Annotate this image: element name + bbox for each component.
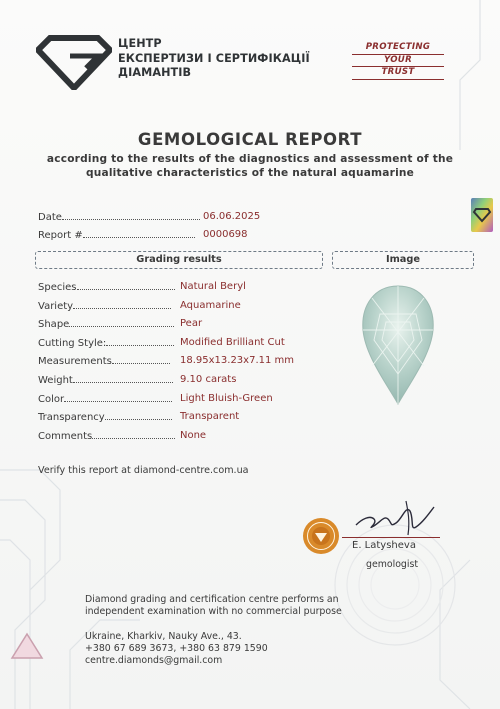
grading-row xyxy=(38,411,338,423)
shape-value: Pear xyxy=(180,318,203,329)
grading-results-header: Grading results xyxy=(35,251,323,269)
footer-address: Ukraine, Kharkiv, Nauky Ave., 43. xyxy=(85,630,242,642)
leader-dots xyxy=(73,374,173,383)
spacer xyxy=(85,619,342,631)
color-label: Color xyxy=(38,394,65,405)
leader-dots xyxy=(106,337,174,346)
footer-line-2: independent examination with no commercial purpose xyxy=(85,606,342,618)
grading-row xyxy=(38,281,338,293)
species-value: Natural Beryl xyxy=(180,281,246,292)
organization-name xyxy=(118,37,310,81)
org-line-1: ЦЕНТР xyxy=(118,37,162,50)
logo-diamond-icon xyxy=(36,34,112,90)
transparency-value: Transparent xyxy=(180,411,240,422)
stamp-seal-icon xyxy=(302,517,340,555)
date-value: 06.06.2025 xyxy=(203,211,261,222)
shape-label: Shape xyxy=(38,319,70,330)
report-number-value: 0000698 xyxy=(203,229,248,240)
transparency-label: Transparency xyxy=(38,412,105,423)
report-number-label: Report # xyxy=(38,230,83,241)
subtitle-line-2: qualitative characteristics of the natural aquamarine xyxy=(85,167,415,179)
date-label: Date xyxy=(38,212,62,223)
measurements-value: 18.95x13.23x7.11 mm xyxy=(180,355,295,366)
leader-dots xyxy=(64,393,172,402)
leader-dots xyxy=(83,229,195,238)
leader-dots xyxy=(92,430,175,439)
date-row xyxy=(38,211,261,223)
slogan-line-3: TRUST xyxy=(352,67,444,80)
signature-icon xyxy=(350,497,438,537)
slogan xyxy=(352,42,444,80)
leader-dots xyxy=(112,355,170,364)
leader-dots xyxy=(73,300,171,309)
leader-dots xyxy=(77,281,175,290)
measurements-label: Measurements xyxy=(38,356,112,367)
gemstone-image xyxy=(360,284,436,406)
comments-label: Comments xyxy=(38,431,93,442)
grading-row xyxy=(38,393,338,405)
report-subtitle xyxy=(20,152,480,180)
variety-value: Aquamarine xyxy=(180,300,241,311)
report-title: GEMOLOGICAL REPORT xyxy=(137,130,363,149)
species-label: Species xyxy=(38,282,77,293)
footer-email: centre.diamonds@gmail.com xyxy=(85,655,223,667)
report-number-row xyxy=(38,229,248,241)
variety-label: Variety xyxy=(38,301,74,312)
grading-row xyxy=(38,430,338,442)
subtitle-line-1: according to the results of the diagnostics and assessment of the xyxy=(46,153,454,165)
org-line-2: ЕКСПЕРТИЗИ І СЕРТИФІКАЦІЇ xyxy=(118,51,310,65)
signature-line xyxy=(342,537,440,538)
leader-dots xyxy=(69,318,174,327)
slogan-line-2: YOUR xyxy=(352,55,444,68)
footer xyxy=(85,594,342,667)
grading-row xyxy=(38,374,338,386)
signer-role: gemologist xyxy=(366,559,419,570)
leader-dots xyxy=(62,211,200,220)
org-line-3: ДІАМАНТІВ xyxy=(118,66,192,79)
grading-row xyxy=(38,337,338,349)
grading-row xyxy=(38,318,338,330)
grading-row xyxy=(38,300,338,312)
slogan-line-1: PROTECTING xyxy=(352,42,444,55)
cutting-style-label: Cutting Style: xyxy=(38,338,107,349)
decorative-triangle-icon xyxy=(10,632,44,662)
weight-label: Weight xyxy=(38,375,73,386)
footer-phones: +380 67 689 3673, +380 63 879 1590 xyxy=(85,642,268,654)
image-header: Image xyxy=(332,251,474,269)
cutting-style-value: Modified Brilliant Cut xyxy=(180,337,285,348)
comments-value: None xyxy=(180,430,207,441)
footer-line-1: Diamond grading and certification centre performs an xyxy=(85,594,339,605)
leader-dots xyxy=(105,411,172,420)
grading-row xyxy=(38,355,338,367)
signer-name: E. Latysheva xyxy=(352,540,416,551)
weight-value: 9.10 carats xyxy=(180,374,237,385)
verify-text: Verify this report at diamond-centre.com.ua xyxy=(38,465,249,476)
hologram-sticker-icon xyxy=(470,197,494,233)
color-value: Light Bluish-Green xyxy=(180,393,273,404)
